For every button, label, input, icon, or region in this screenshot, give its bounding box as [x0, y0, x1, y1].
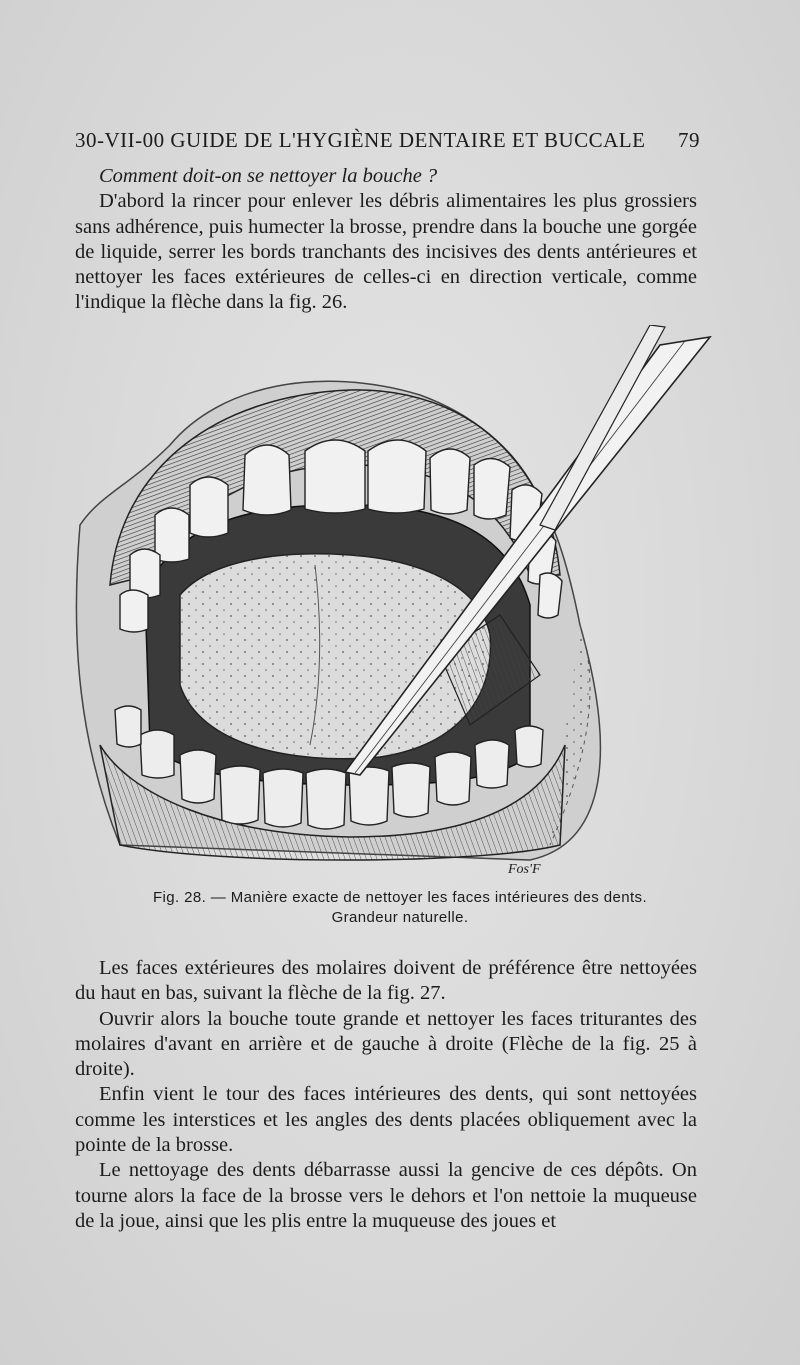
paragraph-molars-exterior: Les faces extérieures des molaires doivent de préférence être nettoyées du haut en bas, suivant la flèche de la fig. 27. [75, 957, 697, 1005]
bottom-text-block [75, 956, 697, 1234]
page-number: 79 [678, 128, 700, 152]
paragraph-rinse: D'abord la rincer pour enlever les débris alimentaires les plus grossiers sans adhérence, puis humecter la brosse, prendre dans la bouche une gorgée de liquide, serrer les bords tranchants des incisives des dents antérieures et nettoyer les faces extérieures de celles-ci en direction verticale, comme l'indique la flèche dans la fig. 26. [75, 190, 697, 314]
paragraph-open-mouth: Ouvrir alors la bouche toute grande et nettoyer les faces triturantes des molaires d'avant en arrière et de gauche à droite (Flèche de la fig. 25 à droite). [75, 1007, 697, 1081]
paragraph-interior-faces: Enfin vient le tour des faces intérieures des dents, qui sont nettoyées comme les interstices et les angles des dents placées obliquement avec la pointe de la brosse. [75, 1083, 697, 1157]
caption-line-1: Fig. 28. — Manière exacte de nettoyer les faces intérieures des dents. [152, 889, 648, 906]
question-heading: Comment doit-on se nettoyer la bouche ? [99, 165, 438, 187]
mouth-illustration [60, 325, 740, 885]
caption-line-2: Grandeur naturelle. [331, 909, 469, 926]
figure-caption [70, 888, 730, 928]
engraver-signature: Fos'F [508, 862, 541, 877]
running-head [75, 128, 700, 153]
top-text-block [75, 164, 697, 316]
paragraph-gum-cleaning: Le nettoyage des dents débarrasse aussi la gencive de ces dépôts. On tourne alors la face de la brosse vers le dehors et l'on nettoie la muqueuse de la joue, ainsi que les plis entre la muqueuse des joues et [75, 1159, 697, 1232]
running-head-title: 30-VII-00 GUIDE DE L'HYGIÈNE DENTAIRE ET BUCCALE [75, 128, 646, 152]
